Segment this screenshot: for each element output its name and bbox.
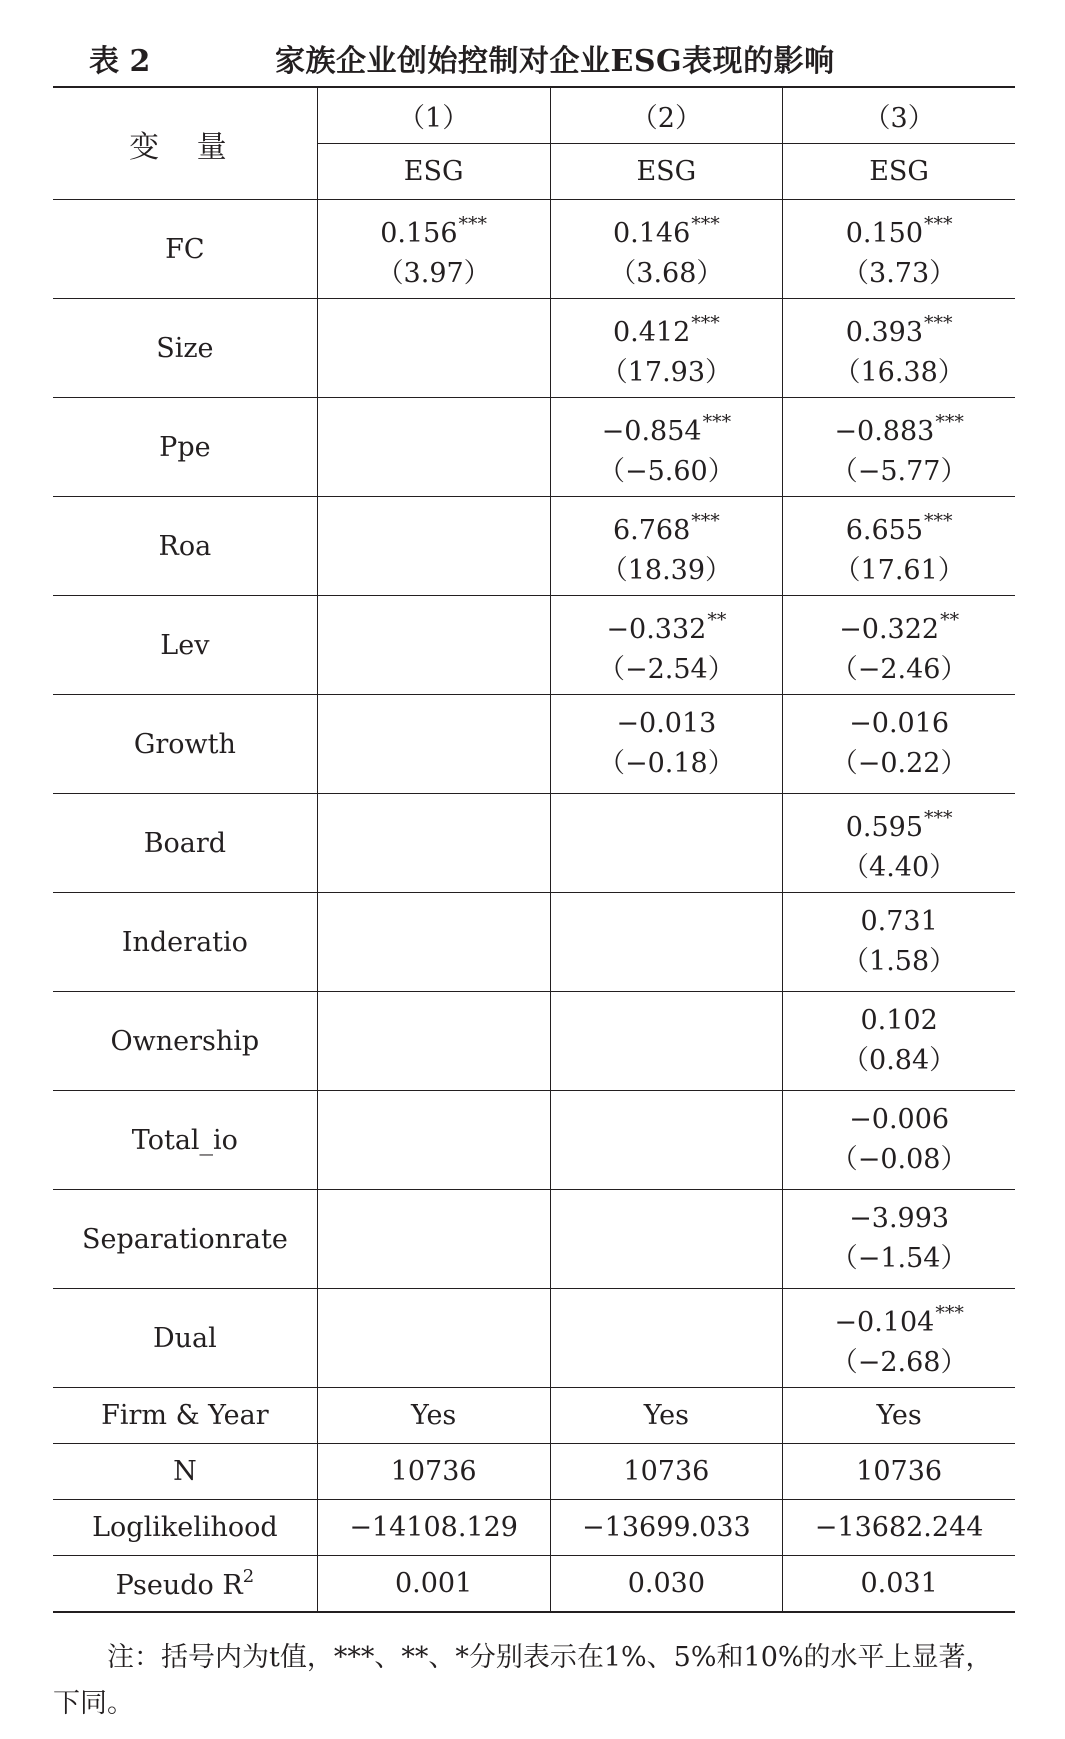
coefficient-cell [317, 1289, 550, 1388]
coefficient-cell [783, 200, 1015, 299]
dependent-variable: ESG [550, 144, 783, 200]
table-row [53, 992, 1015, 1091]
summary-label [53, 1388, 317, 1444]
column-number: （3） [783, 87, 1015, 144]
significance-stars: *** [935, 411, 964, 433]
variable-name: Growth [53, 695, 317, 794]
summary-row [53, 1556, 1015, 1613]
summary-value: 0.031 [783, 1556, 1015, 1613]
t-value: （3.97） [376, 258, 491, 289]
coefficient-value: 6.655 [845, 515, 924, 546]
summary-value: −13682.244 [783, 1500, 1015, 1556]
variable-name: Roa [53, 497, 317, 596]
coefficient-value: −3.993 [849, 1203, 950, 1234]
variable-name: Total_io [53, 1091, 317, 1190]
summary-label [53, 1444, 317, 1500]
t-value: （−5.60） [597, 456, 735, 487]
table-title: 家族企业创始控制对企业ESG表现的影响 [275, 44, 835, 79]
table-row [53, 299, 1015, 398]
t-value: （4.40） [842, 852, 957, 883]
coefficient-cell [317, 1190, 550, 1289]
table-row [53, 200, 1015, 299]
significance-stars: *** [458, 213, 488, 235]
significance-stars: *** [924, 213, 953, 235]
coefficient-line [783, 303, 1015, 353]
significance-stars: *** [702, 411, 732, 433]
t-value: （−2.46） [830, 654, 968, 685]
coefficient-value: 0.146 [612, 218, 691, 249]
t-value: （1.58） [842, 946, 957, 977]
coefficient-cell [550, 695, 783, 794]
column-number: （2） [550, 87, 783, 144]
coefficient-value: −0.883 [834, 416, 935, 447]
coefficient-cell [550, 1289, 783, 1388]
summary-label [53, 1556, 317, 1613]
t-value: （17.93） [600, 357, 733, 388]
table-row [53, 398, 1015, 497]
summary-value: 0.030 [550, 1556, 783, 1613]
coefficient-line [783, 902, 1015, 942]
t-value: （−0.08） [830, 1144, 968, 1175]
coefficient-cell [550, 992, 783, 1091]
summary-label [53, 1500, 317, 1556]
coefficient-value: 0.150 [845, 218, 924, 249]
coefficient-value: −0.006 [849, 1104, 950, 1135]
table-row [53, 1091, 1015, 1190]
coefficient-value: −0.854 [601, 416, 702, 447]
coefficient-line [783, 798, 1015, 848]
coefficient-line [783, 1001, 1015, 1041]
variable-name: Board [53, 794, 317, 893]
variable-name: Inderatio [53, 893, 317, 992]
table-row [53, 596, 1015, 695]
summary-value: −13699.033 [550, 1500, 783, 1556]
coefficient-line [551, 204, 783, 254]
significance-stars: *** [924, 510, 953, 532]
summary-row [53, 1388, 1015, 1444]
coefficient-value: 0.412 [612, 317, 691, 348]
coefficient-cell [317, 200, 550, 299]
variable-name: FC [53, 200, 317, 299]
coefficient-cell [783, 398, 1015, 497]
table-caption [53, 22, 1015, 82]
coefficient-value: 6.768 [612, 515, 691, 546]
summary-value: 0.001 [317, 1556, 550, 1613]
significance-stars: ** [707, 609, 727, 631]
superscript: 2 [242, 1566, 255, 1587]
coefficient-cell [783, 497, 1015, 596]
summary-label-text: N [173, 1456, 197, 1487]
column-number: （1） [317, 87, 550, 144]
coefficient-cell [317, 695, 550, 794]
coefficient-cell [317, 299, 550, 398]
coefficient-line [783, 1293, 1015, 1343]
summary-value: 10736 [783, 1444, 1015, 1500]
table-row [53, 1289, 1015, 1388]
coefficient-line [551, 600, 783, 650]
t-value: （3.73） [842, 258, 957, 289]
significance-stars: *** [935, 1302, 964, 1324]
coefficient-line [783, 704, 1015, 744]
variable-name: Ppe [53, 398, 317, 497]
t-value: （16.38） [833, 357, 965, 388]
table-row [53, 1190, 1015, 1289]
table-number: 表 2 [89, 44, 151, 79]
coefficient-line [783, 204, 1015, 254]
summary-value: Yes [550, 1388, 783, 1444]
coefficient-cell [550, 497, 783, 596]
coefficient-value: −0.013 [616, 708, 717, 739]
coefficient-cell [317, 794, 550, 893]
coefficient-line [783, 402, 1015, 452]
coefficient-cell [783, 596, 1015, 695]
header-row-columns [53, 87, 1015, 144]
significance-stars: ** [940, 609, 960, 631]
coefficient-cell [783, 893, 1015, 992]
coefficient-cell [317, 596, 550, 695]
summary-label-text: Loglikelihood [92, 1512, 278, 1543]
variable-header: 变 量 [53, 87, 317, 200]
variable-name: Ownership [53, 992, 317, 1091]
significance-stars: *** [924, 807, 953, 829]
coefficient-value: 0.731 [860, 906, 938, 937]
coefficient-cell [783, 299, 1015, 398]
coefficient-cell [783, 1091, 1015, 1190]
coefficient-cell [550, 596, 783, 695]
table-row [53, 893, 1015, 992]
coefficient-value: −0.104 [834, 1307, 935, 1338]
coefficient-cell [317, 893, 550, 992]
significance-stars: *** [691, 213, 720, 235]
coefficient-cell [783, 992, 1015, 1091]
coefficient-cell [317, 992, 550, 1091]
t-value: （0.84） [842, 1045, 957, 1076]
coefficient-line [551, 704, 783, 744]
dependent-variable: ESG [317, 144, 550, 200]
coefficient-cell [550, 1190, 783, 1289]
variable-name: Lev [53, 596, 317, 695]
significance-stars: *** [691, 312, 720, 334]
coefficient-line [551, 303, 783, 353]
summary-label-text: Pseudo R [115, 1570, 243, 1601]
summary-value: Yes [783, 1388, 1015, 1444]
coefficient-line [551, 501, 783, 551]
t-value: （18.39） [600, 555, 733, 586]
coefficient-cell [783, 695, 1015, 794]
coefficient-cell [550, 1091, 783, 1190]
significance-stars: *** [924, 312, 953, 334]
coefficient-cell [783, 1289, 1015, 1388]
coefficient-value: −0.332 [606, 614, 707, 645]
variable-name: Separationrate [53, 1190, 317, 1289]
coefficient-cell [317, 497, 550, 596]
coefficient-cell [550, 794, 783, 893]
summary-value: 10736 [550, 1444, 783, 1500]
table-row [53, 695, 1015, 794]
t-value: （−2.68） [830, 1347, 968, 1378]
summary-row [53, 1444, 1015, 1500]
table-row [53, 497, 1015, 596]
t-value: （17.61） [833, 555, 965, 586]
coefficient-value: 0.102 [860, 1005, 938, 1036]
coefficient-line [551, 402, 783, 452]
variable-name: Size [53, 299, 317, 398]
t-value: （3.68） [609, 258, 724, 289]
coefficient-cell [317, 1091, 550, 1190]
summary-label-text: Firm & Year [101, 1400, 269, 1431]
t-value: （−1.54） [830, 1243, 968, 1274]
coefficient-line [783, 600, 1015, 650]
coefficient-line [783, 1199, 1015, 1239]
dependent-variable: ESG [783, 144, 1015, 200]
coefficient-value: 0.595 [845, 812, 924, 843]
summary-row [53, 1500, 1015, 1556]
significance-stars: *** [691, 510, 720, 532]
t-value: （−0.22） [830, 748, 968, 779]
coefficient-cell [550, 299, 783, 398]
coefficient-value: 0.156 [380, 218, 458, 249]
coefficient-cell [550, 200, 783, 299]
t-value: （−0.18） [597, 748, 735, 779]
coefficient-cell [783, 794, 1015, 893]
table-row [53, 794, 1015, 893]
regression-table [53, 86, 1015, 1613]
table-note: 注：括号内为t值，***、**、*分别表示在1%、5%和10%的水平上显著，下同。 [53, 1642, 993, 1719]
coefficient-cell [550, 893, 783, 992]
summary-value: −14108.129 [317, 1500, 550, 1556]
variable-name: Dual [53, 1289, 317, 1388]
coefficient-cell [550, 398, 783, 497]
coefficient-value: 0.393 [845, 317, 924, 348]
coefficient-cell [783, 1190, 1015, 1289]
coefficient-line [783, 501, 1015, 551]
coefficient-line [783, 1100, 1015, 1140]
summary-value: Yes [317, 1388, 550, 1444]
coefficient-line [318, 204, 550, 254]
t-value: （−2.54） [597, 654, 735, 685]
coefficient-cell [317, 398, 550, 497]
summary-value: 10736 [317, 1444, 550, 1500]
t-value: （−5.77） [830, 456, 968, 487]
coefficient-value: −0.322 [839, 614, 940, 645]
coefficient-value: −0.016 [849, 708, 950, 739]
